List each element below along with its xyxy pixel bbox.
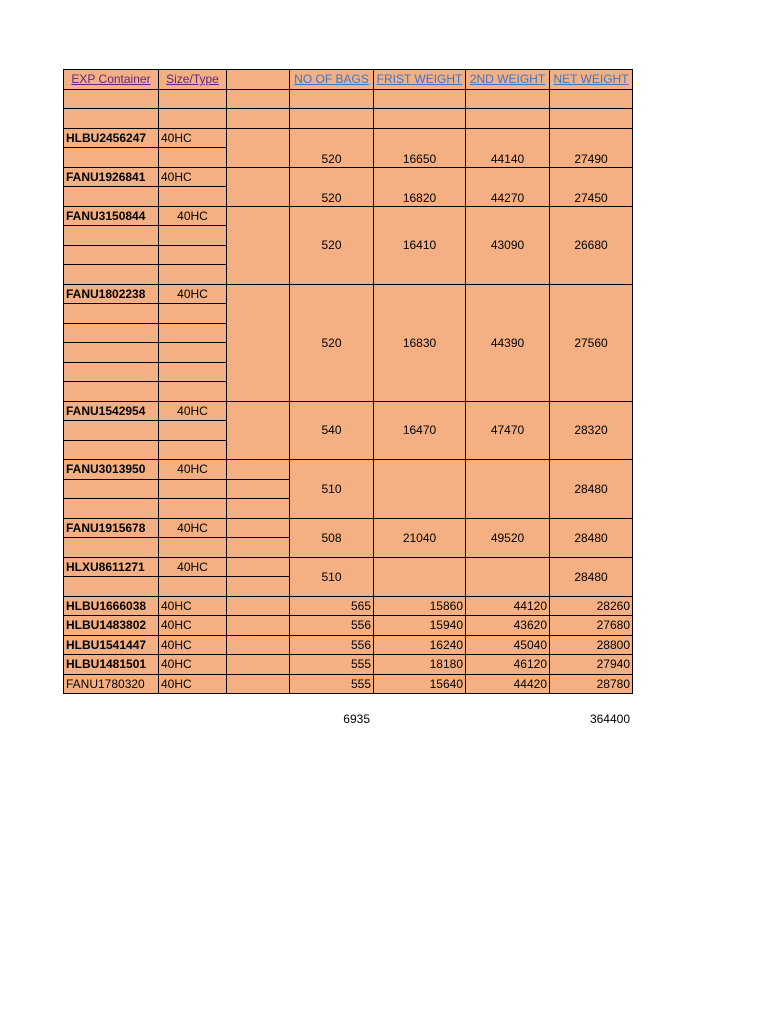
table-row (64, 557, 633, 577)
empty-cell (64, 479, 159, 499)
container-id[interactable]: HLXU8611271 (64, 557, 159, 577)
empty-cell (227, 499, 290, 519)
bags-count[interactable]: 520 (290, 284, 374, 401)
size-type[interactable]: 40HC (159, 128, 227, 148)
bags-count[interactable]: 508 (290, 518, 374, 557)
first-weight[interactable]: 15640 (374, 674, 466, 694)
header-blank (227, 70, 290, 90)
size-type[interactable]: 40HC (159, 284, 227, 304)
container-id[interactable]: FANU1926841 (64, 167, 159, 187)
net-weight[interactable]: 28780 (550, 674, 633, 694)
net-weight[interactable]: 27680 (550, 616, 633, 636)
net-weight[interactable]: 28480 (550, 557, 633, 596)
bags-count[interactable]: 520 (290, 128, 374, 167)
empty-cell (227, 109, 290, 129)
empty-cell (374, 109, 466, 129)
size-type[interactable]: 40HC (159, 655, 227, 675)
empty-cell (159, 323, 227, 343)
container-id[interactable]: FANU1542954 (64, 401, 159, 421)
empty-cell (159, 499, 227, 519)
first-weight[interactable]: 16240 (374, 635, 466, 655)
blank-cell (227, 206, 290, 284)
empty-cell (550, 89, 633, 109)
size-type[interactable]: 40HC (159, 206, 227, 226)
first-weight[interactable]: 18180 (374, 655, 466, 675)
header-no-of-bags[interactable]: NO OF BAGS (290, 70, 374, 90)
empty-cell (64, 538, 159, 558)
size-type[interactable]: 40HC (159, 635, 227, 655)
first-weight[interactable] (374, 460, 466, 519)
blank-cell (227, 674, 290, 694)
empty-cell (159, 304, 227, 324)
blank-cell (227, 128, 290, 167)
total-net-weight[interactable]: 364400 (589, 712, 630, 726)
container-id[interactable]: FANU1780320 (64, 674, 159, 694)
bags-count[interactable]: 556 (290, 635, 374, 655)
empty-cell (159, 577, 227, 597)
second-weight[interactable] (466, 557, 550, 596)
empty-cell (159, 89, 227, 109)
container-id[interactable]: FANU1802238 (64, 284, 159, 304)
second-weight[interactable]: 44140 (466, 128, 550, 167)
empty-cell (466, 89, 550, 109)
empty-cell (64, 323, 159, 343)
empty-cell (159, 421, 227, 441)
net-weight[interactable]: 27490 (550, 128, 633, 167)
table-row (64, 635, 633, 655)
container-id[interactable]: HLBU2456247 (64, 128, 159, 148)
header-size-type[interactable]: Size/Type (159, 70, 227, 90)
first-weight[interactable]: 16410 (374, 206, 466, 284)
second-weight[interactable]: 44420 (466, 674, 550, 694)
empty-cell (64, 226, 159, 246)
table-row (64, 401, 633, 421)
empty-cell (159, 538, 227, 558)
empty-cell (159, 382, 227, 402)
header-exp-container[interactable]: EXP Container (64, 70, 159, 90)
bags-count[interactable]: 510 (290, 460, 374, 519)
empty-cell (159, 440, 227, 460)
first-weight[interactable]: 16650 (374, 128, 466, 167)
blank-cell (227, 616, 290, 636)
second-weight[interactable]: 45040 (466, 635, 550, 655)
net-weight[interactable]: 28800 (550, 635, 633, 655)
empty-cell (227, 577, 290, 597)
bags-count[interactable]: 555 (290, 655, 374, 675)
size-type[interactable]: 40HC (159, 616, 227, 636)
empty-cell (64, 382, 159, 402)
first-weight[interactable]: 21040 (374, 518, 466, 557)
header-first-weight[interactable]: FRIST WEIGHT (374, 70, 466, 90)
table-row (64, 596, 633, 616)
empty-cell (64, 148, 159, 168)
empty-cell (374, 89, 466, 109)
size-type[interactable]: 40HC (159, 557, 227, 577)
empty-row (64, 109, 633, 129)
empty-cell (64, 109, 159, 129)
blank-cell (227, 284, 290, 401)
bags-count[interactable]: 555 (290, 674, 374, 694)
first-weight[interactable]: 16820 (374, 167, 466, 206)
empty-cell (227, 479, 290, 499)
table-row (64, 128, 633, 148)
empty-cell (159, 343, 227, 363)
container-weight-table (63, 69, 633, 694)
first-weight[interactable]: 16830 (374, 284, 466, 401)
table-row (64, 460, 633, 480)
empty-cell (64, 577, 159, 597)
table-row (64, 518, 633, 538)
container-id[interactable]: HLBU1483802 (64, 616, 159, 636)
second-weight[interactable]: 49520 (466, 518, 550, 557)
net-weight[interactable]: 28320 (550, 401, 633, 460)
container-id[interactable]: FANU3013950 (64, 460, 159, 480)
second-weight[interactable]: 43620 (466, 616, 550, 636)
empty-cell (64, 343, 159, 363)
size-type[interactable]: 40HC (159, 460, 227, 480)
empty-cell (64, 421, 159, 441)
net-weight[interactable]: 27940 (550, 655, 633, 675)
blank-cell (227, 596, 290, 616)
blank-cell (227, 401, 290, 460)
second-weight[interactable]: 44120 (466, 596, 550, 616)
table-row (64, 167, 633, 187)
empty-cell (550, 109, 633, 129)
second-weight[interactable]: 44390 (466, 284, 550, 401)
blank-cell (227, 635, 290, 655)
table-row (64, 655, 633, 675)
table-row (64, 674, 633, 694)
second-weight[interactable]: 46120 (466, 655, 550, 675)
blank-cell (227, 557, 290, 577)
net-weight[interactable]: 27450 (550, 167, 633, 206)
net-weight[interactable]: 28480 (550, 460, 633, 519)
empty-cell (159, 187, 227, 207)
empty-cell (159, 245, 227, 265)
empty-cell (159, 265, 227, 285)
empty-cell (290, 89, 374, 109)
empty-cell (227, 538, 290, 558)
empty-cell (64, 304, 159, 324)
blank-cell (227, 655, 290, 675)
container-id[interactable]: HLBU1541447 (64, 635, 159, 655)
empty-cell (159, 148, 227, 168)
header-row (64, 70, 633, 90)
empty-cell (64, 362, 159, 382)
header-net-weight[interactable]: NET WEIGHT (550, 70, 633, 90)
first-weight[interactable] (374, 557, 466, 596)
total-bags[interactable]: 6935 (343, 712, 370, 726)
empty-cell (159, 362, 227, 382)
bags-count[interactable]: 520 (290, 167, 374, 206)
header-second-weight[interactable]: 2ND WEIGHT (466, 70, 550, 90)
container-id[interactable]: HLBU1481501 (64, 655, 159, 675)
empty-cell (64, 89, 159, 109)
container-id[interactable]: HLBU1666038 (64, 596, 159, 616)
bags-count[interactable]: 556 (290, 616, 374, 636)
empty-cell (64, 440, 159, 460)
bags-count[interactable]: 540 (290, 401, 374, 460)
table-row (64, 284, 633, 304)
empty-cell (159, 109, 227, 129)
empty-cell (466, 109, 550, 129)
first-weight[interactable]: 15860 (374, 596, 466, 616)
container-id[interactable]: FANU1915678 (64, 518, 159, 538)
bags-count[interactable]: 520 (290, 206, 374, 284)
size-type[interactable]: 40HC (159, 401, 227, 421)
table-row (64, 206, 633, 226)
second-weight[interactable]: 44270 (466, 167, 550, 206)
bags-count[interactable]: 510 (290, 557, 374, 596)
blank-cell (227, 460, 290, 480)
second-weight[interactable]: 47470 (466, 401, 550, 460)
empty-cell (227, 89, 290, 109)
size-type[interactable]: 40HC (159, 596, 227, 616)
size-type[interactable]: 40HC (159, 167, 227, 187)
empty-cell (159, 226, 227, 246)
empty-cell (159, 479, 227, 499)
net-weight[interactable]: 28260 (550, 596, 633, 616)
net-weight[interactable]: 27560 (550, 284, 633, 401)
first-weight[interactable]: 16470 (374, 401, 466, 460)
container-id[interactable]: FANU3150844 (64, 206, 159, 226)
net-weight[interactable]: 26680 (550, 206, 633, 284)
size-type[interactable]: 40HC (159, 518, 227, 538)
blank-cell (227, 518, 290, 538)
empty-cell (64, 265, 159, 285)
first-weight[interactable]: 15940 (374, 616, 466, 636)
second-weight[interactable] (466, 460, 550, 519)
net-weight[interactable]: 28480 (550, 518, 633, 557)
bags-count[interactable]: 565 (290, 596, 374, 616)
empty-cell (64, 245, 159, 265)
empty-cell (290, 109, 374, 129)
second-weight[interactable]: 43090 (466, 206, 550, 284)
size-type[interactable]: 40HC (159, 674, 227, 694)
table-row (64, 616, 633, 636)
empty-cell (64, 499, 159, 519)
empty-cell (64, 187, 159, 207)
blank-cell (227, 167, 290, 206)
empty-row (64, 89, 633, 109)
